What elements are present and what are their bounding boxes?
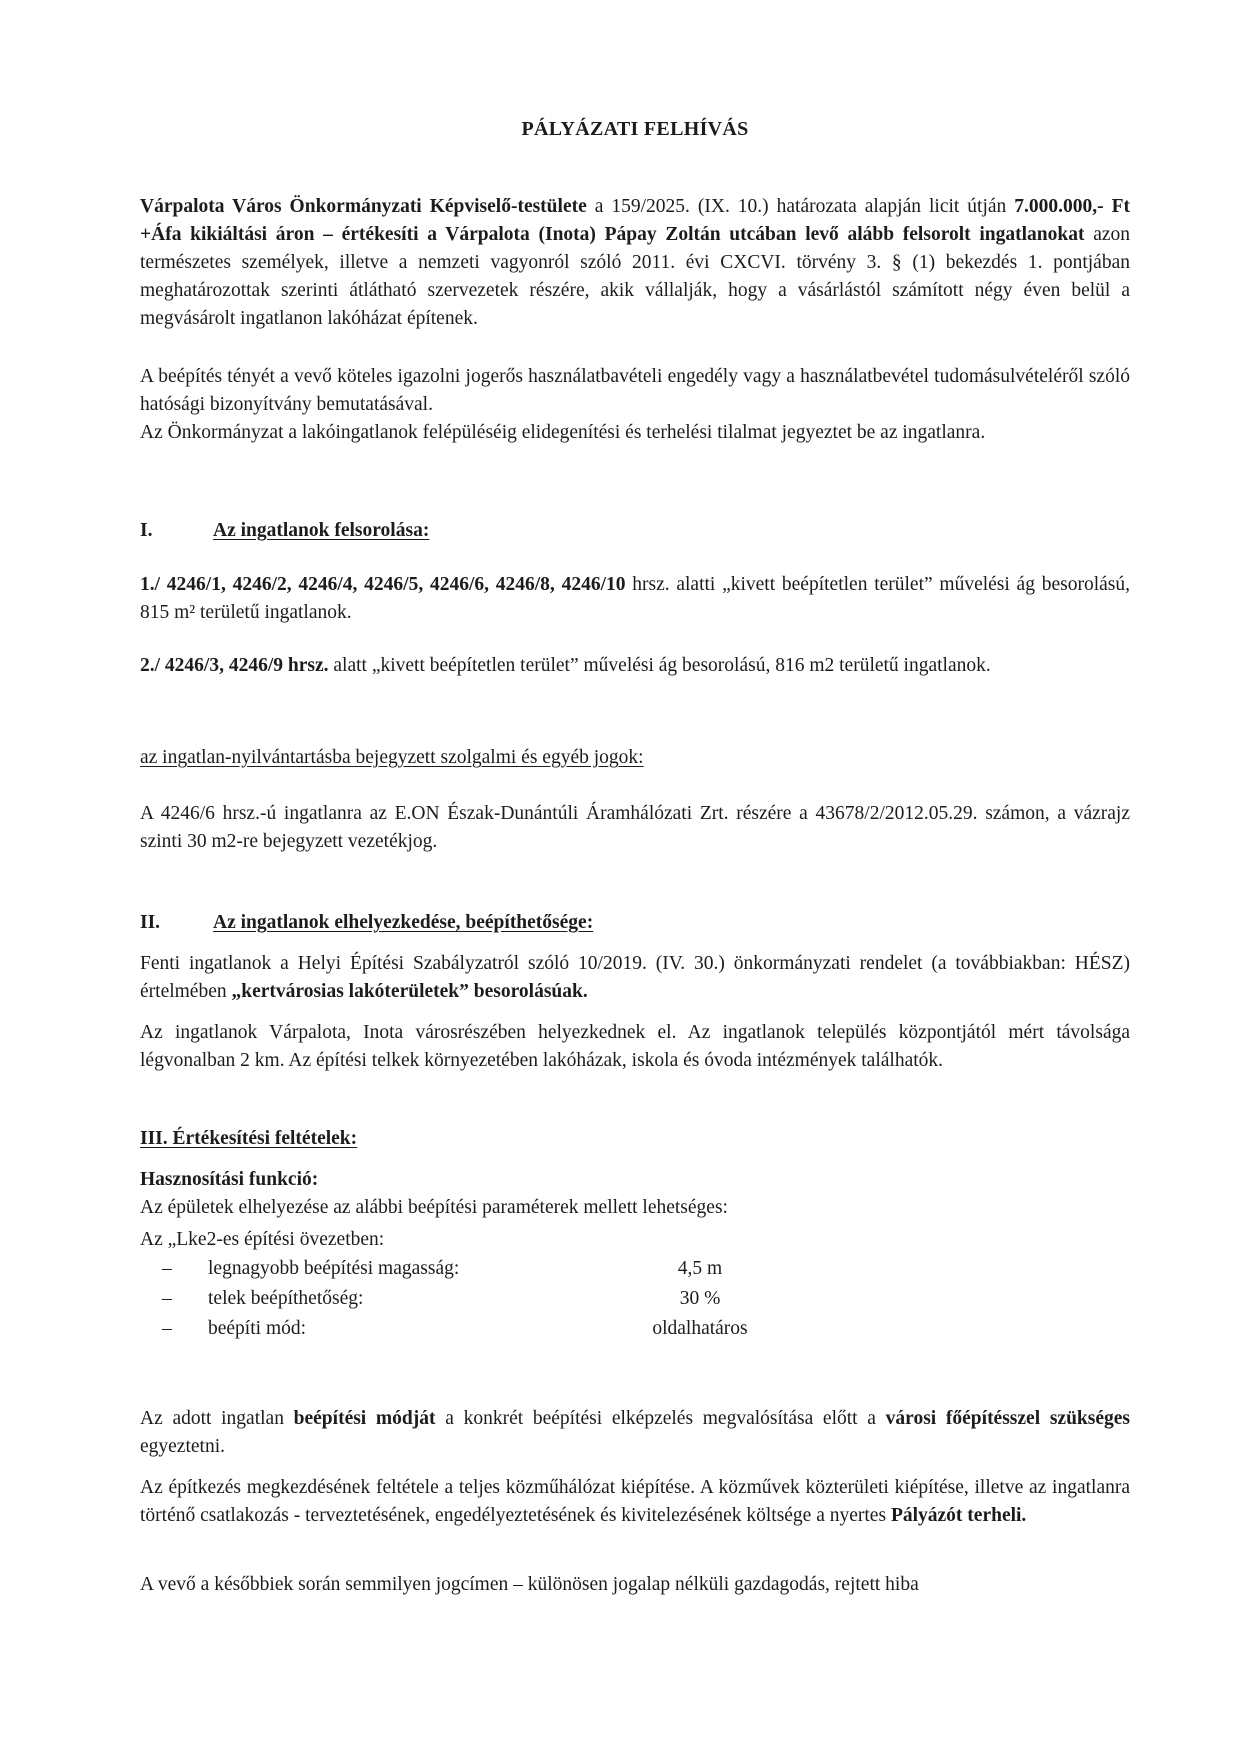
parameter-row-max-height xyxy=(140,1254,1130,1284)
section-3-paragraph-2 xyxy=(140,1474,1130,1530)
parameter-row-plot-coverage xyxy=(140,1284,1130,1314)
bullet-dash: – xyxy=(162,1258,172,1279)
text: a konkrét beépítési elképzelés megvalósítása előtt a xyxy=(435,1408,886,1429)
section-2-paragraph-2: Az ingatlanok Várpalota, Inota városrészében helyezkednek el. Az ingatlanok település központjától mért távolsága légvonalban 2 km. Az építési telkek környezetében lakóházak, iskola és óvoda intézmények találhatók. xyxy=(140,1022,1130,1071)
section-2-paragraph-1 xyxy=(140,950,1130,1006)
intro-offer: 7.000.000,- Ft +Áfa kikiáltási áron – értékesíti a Várpalota (Inota) Pápay Zoltán utcában levő alább felsorolt ingatlanokat xyxy=(140,196,1130,245)
utilities-text: Az építkezés megkezdésének feltétele a teljes közműhálózat kiépítése. A közművek közterületi kiépítése, illetve az ingatlanra történő csatlakozás - terveztetésének, engedélyeztetésének és kivitelezésének költsége a nyertes xyxy=(140,1477,1130,1526)
zone-label: Az „Lke2-es építési övezetben: xyxy=(140,1229,385,1250)
emphasis-building-mode: beépítési módját xyxy=(293,1408,436,1429)
rights-heading xyxy=(140,744,1130,772)
section-1-number: I. xyxy=(140,520,153,541)
parameter-value: 4,5 m xyxy=(677,1258,723,1279)
property-list-item-1 xyxy=(140,571,1130,627)
rights-heading-text: az ingatlan-nyilvántartásba bejegyzett szolgalmi és egyéb jogok: xyxy=(140,747,644,768)
parameter-row-building-mode xyxy=(140,1314,1130,1344)
section-2-p1-text: Fenti ingatlanok a Helyi Építési Szabályzatról szóló 10/2019. (IV. 30.) önkormányzati rendelet (a továbbiakban: HÉSZ) értelmében xyxy=(140,953,1130,1002)
parameter-label: beépíti mód: xyxy=(208,1318,307,1339)
emphasis-chief-architect: városi főépítésszel szükséges xyxy=(885,1408,1130,1429)
intro-paragraph-2: A beépítés tényét a vevő köteles igazolni jogerős használatbavételi engedély vagy a használatbevétel tudomásulvételéről szóló hatósági bizonyítvány bemutatásával. xyxy=(140,366,1130,415)
property-item-1-parcels: 1./ 4246/1, 4246/2, 4246/4, 4246/5, 4246/6, 4246/8, 4246/10 xyxy=(140,574,626,595)
intro-text: a 159/2025. (IX. 10.) határozata alapján licit útján xyxy=(586,196,1015,217)
bullet-dash: – xyxy=(162,1288,172,1309)
intro-issuer: Várpalota Város Önkormányzati Képviselő-testülete xyxy=(140,196,587,217)
text: egyeztetni. xyxy=(140,1436,225,1457)
document-title: PÁLYÁZATI FELHÍVÁS xyxy=(521,118,749,140)
usage-function-heading: Hasznosítási funkció: xyxy=(140,1169,319,1190)
intro-conditions: azon természetes személyek, illetve a nemzeti vagyonról szóló 2011. évi CXCVI. törvény 3. § (1) bekezdés 1. pontjában meghatározottak szerinti átlátható szervezetek részére, akik vállalják, hogy a vásárlástól számított négy éven belül a megvásárolt ingatlanon lakóházat építenek. xyxy=(140,224,1131,329)
section-3-paragraph-3: A vevő a későbbiek során semmilyen jogcímen – különösen jogalap nélküli gazdagodás, rejtett hiba xyxy=(140,1574,919,1595)
rights-text: A 4246/6 hrsz.-ú ingatlanra az E.ON Észak-Dunántúli Áramhálózati Zrt. részére a 43678/2/2012.05.29. számon, a vázrajz szinti 30 m2-re bejegyzett vezetékjog. xyxy=(140,803,1130,852)
property-item-1-desc: hrsz. alatti „kivett beépítetlen terület” művelési ág besorolású, 815 m² területű ingatlanok. xyxy=(140,574,1130,623)
text: Az adott ingatlan xyxy=(140,1408,294,1429)
placement-intro: Az épületek elhelyezése az alábbi beépítési paraméterek mellett lehetséges: xyxy=(140,1197,728,1218)
property-item-2-desc: alatt „kivett beépítetlen terület” művelési ág besorolású, 816 m2 területű ingatlanok. xyxy=(328,655,991,676)
section-1-title: Az ingatlanok felsorolása: xyxy=(213,520,430,541)
section-3-title: III. Értékesítési feltételek: xyxy=(140,1128,358,1149)
parameter-value: oldalhatáros xyxy=(652,1318,748,1339)
section-2-heading xyxy=(140,912,1130,934)
section-2-number: II. xyxy=(140,912,161,933)
bullet-dash: – xyxy=(162,1318,172,1339)
emphasis-applicant-cost: Pályázót terheli. xyxy=(890,1505,1027,1526)
intro-paragraph-3: Az Önkormányzat a lakóingatlanok felépüléséig elidegenítési és terhelési tilalmat jegyeztet be az ingatlanra. xyxy=(140,422,986,443)
section-3-heading xyxy=(140,1128,1130,1150)
building-parameters-list xyxy=(140,1254,1130,1344)
intro-paragraph-1 xyxy=(140,193,1130,333)
parameter-label: legnagyobb beépítési magasság: xyxy=(208,1258,460,1279)
parameter-value: 30 % xyxy=(679,1288,721,1309)
zoning-classification: „kertvárosias lakóterületek” besorolásúak. xyxy=(231,981,588,1002)
section-1-heading xyxy=(140,520,1130,542)
parameter-label: telek beépíthetőség: xyxy=(208,1288,364,1309)
property-list-item-2 xyxy=(140,652,1130,680)
section-2-title: Az ingatlanok elhelyezkedése, beépíthetősége: xyxy=(213,912,594,933)
property-item-2-parcels: 2./ 4246/3, 4246/9 hrsz. xyxy=(140,655,329,676)
section-3-paragraph-1 xyxy=(140,1405,1130,1461)
